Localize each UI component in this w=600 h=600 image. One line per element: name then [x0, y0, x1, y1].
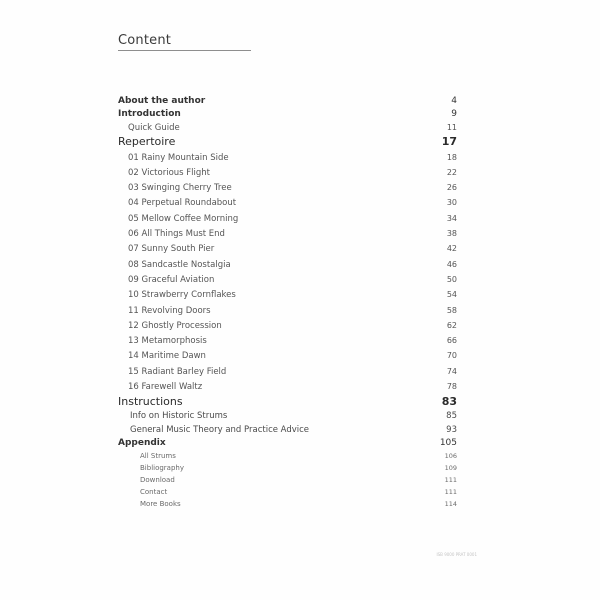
toc-entry-label: Info on Historic Strums	[130, 411, 228, 421]
toc-entry-label: Bibliography	[140, 464, 184, 472]
toc-entry-label: Introduction	[118, 109, 181, 119]
toc-entry-label: 05 Mellow Coffee Morning	[128, 214, 239, 224]
toc-entry-song-09	[0, 273, 600, 287]
toc-entry-page: 50	[446, 275, 457, 284]
toc-entry-label: 10 Strawberry Cornflakes	[128, 290, 236, 300]
toc-entry-page: 18	[446, 153, 457, 162]
toc-entry-label: 04 Perpetual Roundabout	[128, 198, 237, 208]
toc-entry-song-01	[0, 151, 600, 165]
toc-entry-song-15	[0, 365, 600, 379]
toc-entry-label: Contact	[140, 488, 168, 496]
toc-entry-page: 74	[446, 367, 457, 376]
toc-entry-label: 08 Sandcastle Nostalgia	[128, 260, 231, 270]
toc-entry-page: 9	[451, 109, 457, 119]
toc-entry-about-the-author	[0, 94, 600, 108]
toc-entry-page: 78	[446, 382, 457, 391]
toc-entry-page: 58	[446, 306, 457, 315]
title-underline	[118, 50, 251, 51]
toc-entry-page: 111	[444, 476, 457, 484]
toc-entry-page: 38	[446, 229, 457, 238]
toc-entry-label: Appendix	[118, 438, 166, 448]
toc-entry-song-04	[0, 196, 600, 210]
toc-entry-label: Download	[140, 476, 175, 484]
toc-entry-page: 83	[441, 395, 457, 408]
toc-entry-label: More Books	[140, 500, 181, 508]
toc-entry-label: 09 Graceful Aviation	[128, 275, 215, 285]
toc-entry-label: Repertoire	[118, 135, 176, 148]
toc-entry-page: 93	[446, 425, 457, 435]
toc-entry-appendix	[0, 436, 600, 450]
toc-entry-song-05	[0, 212, 600, 226]
toc-entry-label: 03 Swinging Cherry Tree	[128, 183, 232, 193]
toc-entry-repertoire	[0, 135, 600, 149]
toc-entry-label: Quick Guide	[128, 123, 180, 133]
toc-entry-page: 22	[446, 168, 457, 177]
toc-entry-page: 105	[439, 438, 457, 448]
toc-entry-historic-strums	[0, 409, 600, 423]
toc-entry-page: 54	[446, 290, 457, 299]
toc-entry-page: 30	[446, 198, 457, 207]
toc-entry-song-12	[0, 319, 600, 333]
toc-entry-label: 13 Metamorphosis	[128, 336, 207, 346]
toc-entry-label: 12 Ghostly Procession	[128, 321, 222, 331]
toc-entry-page: 46	[446, 260, 457, 269]
toc-entry-song-07	[0, 242, 600, 256]
toc-entry-label: 06 All Things Must End	[128, 229, 225, 239]
toc-entry-instructions	[0, 395, 600, 409]
toc-entry-page: 111	[444, 488, 457, 496]
toc-entry-music-theory	[0, 423, 600, 437]
toc-entry-more-books	[0, 497, 600, 511]
page-title: Content	[118, 33, 172, 48]
toc-entry-page: 62	[446, 321, 457, 330]
toc-entry-label: 01 Rainy Mountain Side	[128, 153, 229, 163]
toc-entry-song-11	[0, 304, 600, 318]
toc-entry-song-10	[0, 288, 600, 302]
toc-entry-song-02	[0, 166, 600, 180]
toc-entry-page: 109	[444, 464, 457, 472]
toc-entry-page: 106	[444, 452, 457, 460]
toc-entry-page: 70	[446, 351, 457, 360]
toc-entry-page: 34	[446, 214, 457, 223]
toc-entry-label: Instructions	[118, 395, 183, 408]
toc-entry-label: General Music Theory and Practice Advice	[130, 425, 310, 435]
toc-entry-song-14	[0, 349, 600, 363]
toc-entry-label: 16 Farewell Waltz	[128, 382, 203, 392]
toc-entry-song-16	[0, 380, 600, 394]
toc-entry-page: 42	[446, 244, 457, 253]
toc-entry-page: 11	[446, 123, 457, 132]
toc-entry-introduction	[0, 107, 600, 121]
toc-entry-label: 11 Revolving Doors	[128, 306, 211, 316]
toc-entry-quick-guide	[0, 121, 600, 135]
toc-entry-page: 114	[444, 500, 457, 508]
toc-entry-page: 66	[446, 336, 457, 345]
toc-entry-page: 85	[446, 411, 457, 421]
toc-entry-label: 14 Maritime Dawn	[128, 351, 206, 361]
toc-entry-page: 4	[451, 96, 457, 106]
toc-entry-song-06	[0, 227, 600, 241]
toc-entry-label: About the author	[118, 96, 206, 106]
toc-entry-page: 17	[441, 135, 457, 148]
toc-entry-song-03	[0, 181, 600, 195]
toc-entry-song-13	[0, 334, 600, 348]
footer-print-code: ISB 9000 PRAT 0001	[436, 552, 477, 557]
toc-entry-song-08	[0, 258, 600, 272]
toc-entry-label: 07 Sunny South Pier	[128, 244, 215, 254]
toc-entry-label: 15 Radiant Barley Field	[128, 367, 227, 377]
toc-entry-label: All Strums	[140, 452, 176, 460]
toc-entry-label: 02 Victorious Flight	[128, 168, 211, 178]
toc-entry-page: 26	[446, 183, 457, 192]
